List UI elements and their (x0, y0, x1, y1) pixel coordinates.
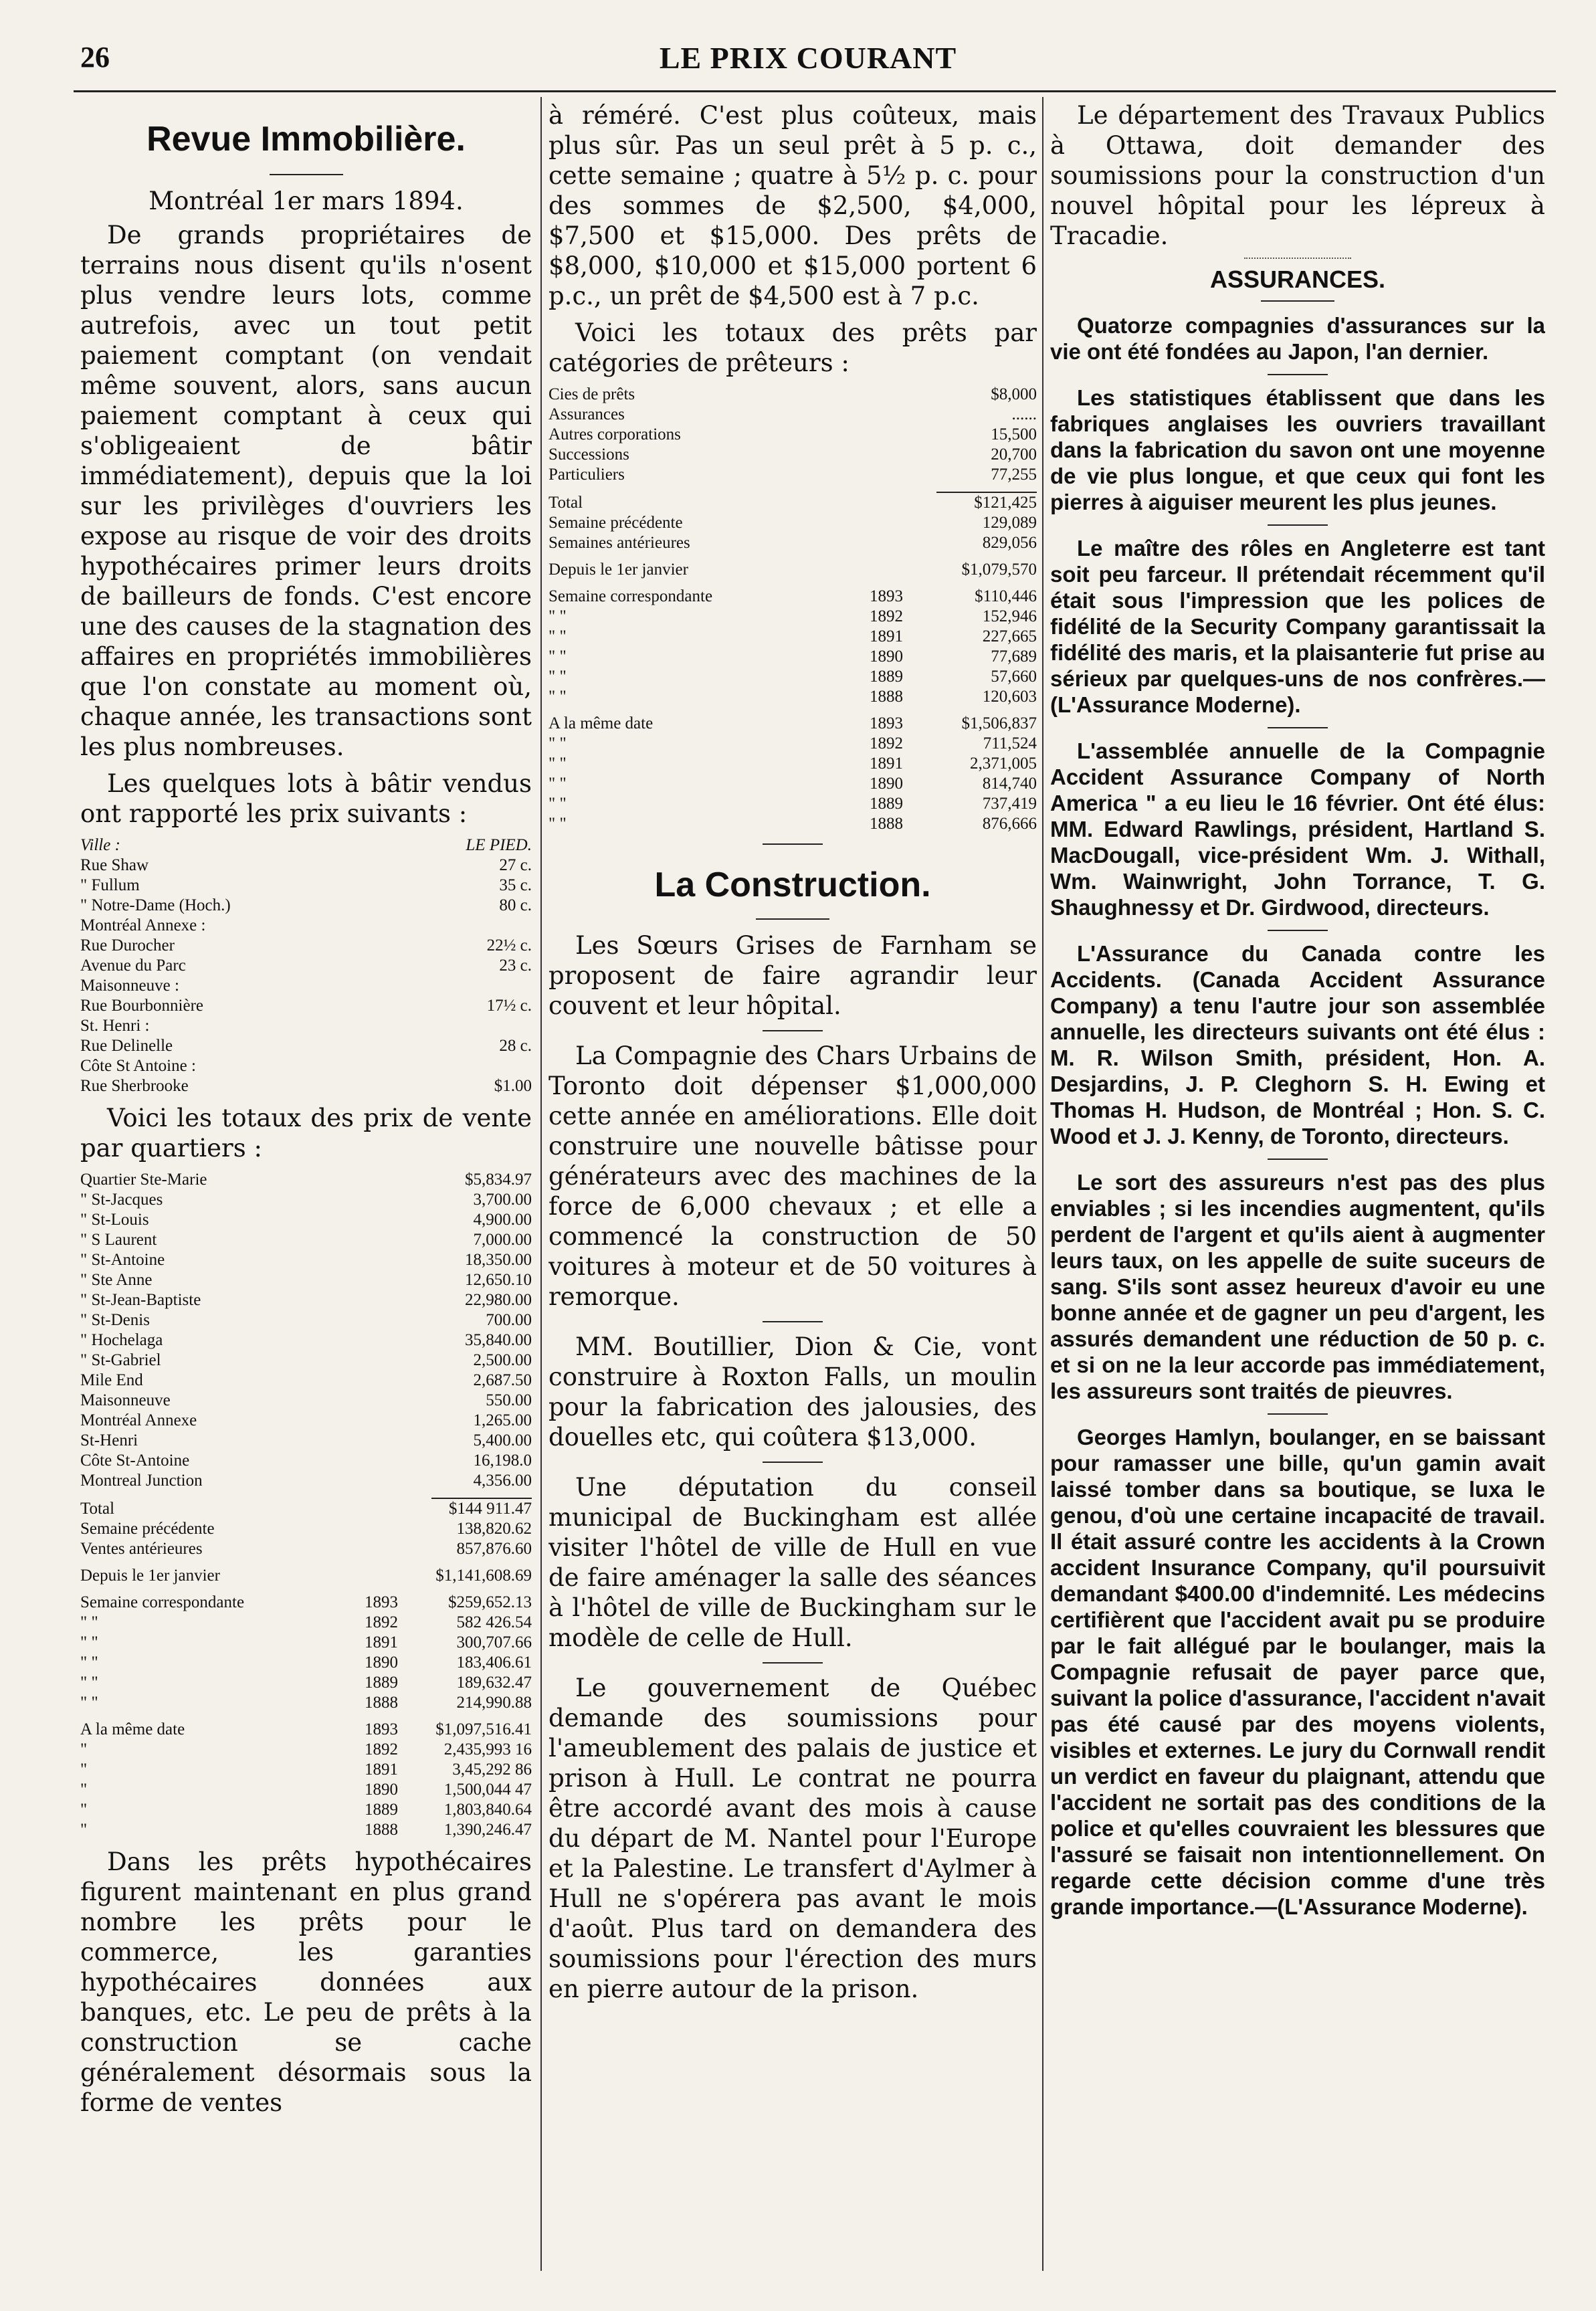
title-rule (756, 918, 829, 920)
table-row (80, 1411, 532, 1431)
lots-header-unit: LE PIED. (466, 836, 532, 854)
row-value (431, 976, 532, 996)
paragraph: Les Sœurs Grises de Farnham se proposent de faire agrandir leur couvent et leur hôpital. (548, 931, 1037, 1020)
title-rule (270, 174, 343, 175)
paragraph: La Compagnie des Chars Urbains de Toronto doit dépenser $1,000,000 cette année en améliorations. Elle doit construire une nouvelle bâtisse pour générateurs avec des machines de la force de 6,000 chevaux ; et elle a commencé la construction de 50 voitures à moteur et de 50 voitures à remorque. (548, 1041, 1037, 1311)
table-row (548, 405, 1037, 425)
column-2 (548, 100, 1037, 2271)
row-year: 1892 (870, 607, 903, 625)
row-year: 1890 (365, 1781, 398, 1799)
table-row (80, 1036, 532, 1056)
paragraph: Le gouvernement de Québec demande des soumissions pour l'ameublement des palais de justice et prison à Hull. Le contrat ne pourra être accordé avant des mois à cause du départ de M. Nantel pour l'Europe et la Palestine. Le transfert d'Aylmer à Hull ne s'opérera pas avant le mois d'août. Plus tard on demandera des soumissions pour l'érection des murs en pierre autour de la prison. (548, 1674, 1037, 2003)
row-value: 120,603 (982, 688, 1037, 706)
row-value: $8,000 (991, 385, 1037, 403)
row-label: " " (548, 607, 567, 625)
row-label: Rue Sherbrooke (80, 1077, 189, 1095)
row-label: Rue Durocher (80, 936, 175, 954)
separator (763, 1662, 823, 1664)
row-value: 1,500,044 47 (443, 1781, 532, 1799)
table-row (548, 533, 1037, 553)
table-row (548, 714, 1037, 734)
row-value: 35 c. (499, 876, 532, 894)
table-row (80, 1210, 532, 1230)
prets-totals-table (548, 492, 1037, 553)
row-year: 1891 (365, 1761, 398, 1779)
table-row (548, 627, 1037, 647)
table-row (548, 754, 1037, 774)
row-year: 1893 (365, 1720, 398, 1738)
row-value: 183,406.61 (456, 1653, 532, 1672)
table-row (548, 587, 1037, 607)
row-label: " St-Gabriel (80, 1351, 161, 1369)
row-label: Semaine précédente (80, 1520, 215, 1538)
table-row (548, 385, 1037, 405)
row-label: " St-Denis (80, 1311, 150, 1329)
row-value: $1.00 (494, 1077, 532, 1095)
row-label: Rue Shaw (80, 856, 149, 874)
row-year: 1889 (365, 1674, 398, 1692)
row-value: $1,079,570 (961, 561, 1037, 579)
paragraph: Quatorze compagnies d'assurances sur la vie ont été fondées au Japon, l'an dernier. (1050, 313, 1545, 364)
column-divider (1042, 97, 1043, 2271)
row-label: Ventes antérieures (80, 1540, 203, 1558)
row-value: $259,652.13 (448, 1593, 532, 1611)
row-label: " (80, 1821, 88, 1839)
table-row (80, 1740, 532, 1760)
row-value: 20,700 (991, 445, 1037, 464)
row-value: 16,198.0 (473, 1451, 532, 1470)
row-year: 1893 (870, 587, 903, 605)
row-value: 857,876.60 (456, 1540, 532, 1558)
row-year: 1889 (870, 795, 903, 813)
paragraph: Le maître des rôles en Angleterre est tant soit peu farceur. Il prétendait récemment qu'il était sous l'impression que les polices de fidélité de la Security Company garantissait la fidélité des maris, et la plaisanterie fut prise au sérieux par quelques-uns de nos confrères.—(L'Assurance Moderne). (1050, 536, 1545, 717)
semaine-correspondante-table (548, 587, 1037, 707)
row-year: 1893 (870, 714, 903, 732)
row-year: 1892 (365, 1740, 398, 1759)
row-value: 138,820.62 (456, 1520, 532, 1538)
table-row (80, 1800, 532, 1820)
row-value: 57,660 (991, 668, 1037, 686)
column-3 (1050, 100, 1545, 2271)
row-value: 23 c. (499, 957, 532, 975)
row-value: 2,435,993 16 (443, 1740, 532, 1759)
table-row (548, 774, 1037, 794)
table-row (80, 1056, 532, 1076)
paragraph: Le sort des assureurs n'est pas des plus enviables ; si les incendies augmentent, qu'ils perdent de l'argent et qu'ils aient à augmenter leurs taux, on les appelle de suite suceurs de sang. S'ils sont assez heureux d'avoir eu une bonne année et de gagner un peu d'argent, les assurés demandent une réduction de 50 p. c. et si on ne la leur accorde pas immédiatement, les assureurs sont traités de pieuvres. (1050, 1170, 1545, 1403)
table-row (80, 1498, 532, 1519)
table-row (80, 936, 532, 956)
row-label: Semaine correspondante (548, 587, 713, 605)
table-row (80, 1566, 532, 1586)
depuis-table (80, 1566, 532, 1586)
table-row (548, 513, 1037, 533)
row-year: 1891 (870, 755, 903, 773)
table-row (548, 445, 1037, 465)
row-value: 7,000.00 (473, 1231, 532, 1249)
section-title-assurances: ASSURANCES. (1209, 266, 1386, 293)
table-row (80, 1539, 532, 1559)
row-label: Semaine correspondante (80, 1593, 245, 1611)
row-value: 1,390,246.47 (443, 1821, 532, 1839)
table-row (80, 1170, 532, 1190)
separator (1268, 374, 1328, 375)
paragraph: Georges Hamlyn, boulanger, en se baissant pour ramasser une bille, qu'un gamin avait laissé tomber dans sa boutique, se luxa le genou, d'où une certaine incapacité de travail. Il était assuré contre les accidents à la Crown accident Insurance Company, qu'il poursuivit demandant $400.00 d'indemnité. Les médecins certifièrent que l'accident avait pu se produire par le fait allégué par le boulanger, mais la Compagnie refusait de payer parce que, suivant la police d'assurance, l'accident n'avait pas été causé par des moyens violents, visibles et externes. Le jury du Cornwall rendit un verdict en faveur du plaignant, attendu que l'accident ne sortait pas des conditions de la police et qu'elles couvraient les blessures que l'assuré se faisait non intentionnellement. On regarde cette décision comme d'une très grande importance.—(L'Assurance Moderne). (1050, 1425, 1545, 1919)
paragraph: Dans les prêts hypothécaires figurent maintenant en plus grand nombre les prêts pour le commerce, les garanties hypothécaires données aux banques, etc. Le peu de prêts à la construction se cache généralement désormais sous la forme de ventes (80, 1847, 532, 2117)
row-label: " Ste Anne (80, 1271, 153, 1289)
row-value: 22,980.00 (465, 1291, 532, 1309)
totals-table (80, 1498, 532, 1559)
row-value: 4,900.00 (473, 1211, 532, 1229)
row-label: Assurances (548, 405, 625, 423)
paragraph: MM. Boutillier, Dion & Cie, vont construire à Roxton Falls, un moulin pour la fabrication des jalousies, des douelles etc, qui coûtera $13,000. (548, 1332, 1037, 1451)
paragraph: Les statistiques établissent que dans les fabriques anglaises les ouvriers travaillant dans la fabrication du savon ont une moyenne de vie plus longue, et que ceux qui font les pierres à aiguiser meurent les plus jeunes. (1050, 385, 1545, 514)
row-label: Autres corporations (548, 425, 681, 443)
row-value: 77,689 (991, 647, 1037, 666)
row-value: 1,265.00 (473, 1411, 532, 1429)
table-row (80, 1076, 532, 1096)
row-value: $144 911.47 (431, 1498, 532, 1519)
row-label: " St-Louis (80, 1211, 149, 1229)
separator (1268, 930, 1328, 931)
lots-table (80, 835, 532, 1096)
table-row (80, 1290, 532, 1310)
separator (763, 843, 823, 845)
meme-date-table (548, 714, 1037, 834)
row-value: 550.00 (486, 1391, 532, 1409)
paragraph: Voici les totaux des prêts par catégories de prêteurs : (548, 318, 1037, 377)
row-year: 1888 (870, 815, 903, 833)
section-title-construction: La Construction. (654, 866, 931, 904)
table-row (80, 1720, 532, 1740)
row-year: 1890 (870, 775, 903, 793)
prets-table (548, 385, 1037, 485)
row-label: " " (80, 1694, 98, 1712)
row-label: Semaines antérieures (548, 534, 690, 552)
row-label: Total (548, 493, 583, 512)
row-label: " " (548, 734, 567, 752)
row-year: 1889 (870, 668, 903, 686)
row-label: " " (548, 647, 567, 666)
row-value: 17½ c. (486, 997, 532, 1015)
table-row (80, 976, 532, 996)
row-label: " Notre-Dame (Hoch.) (80, 896, 231, 914)
row-label: A la même date (80, 1720, 185, 1738)
row-label: Total (80, 1499, 115, 1518)
row-year: 1889 (365, 1801, 398, 1819)
row-label: St-Henri (80, 1431, 138, 1449)
row-value: 152,946 (982, 607, 1037, 625)
row-value: 80 c. (499, 896, 532, 914)
row-value: 2,500.00 (473, 1351, 532, 1369)
row-value: 711,524 (983, 734, 1037, 752)
table-row (80, 1371, 532, 1391)
table-row (548, 492, 1037, 513)
row-year: 1890 (365, 1653, 398, 1672)
table-row (80, 896, 532, 916)
separator (1268, 1413, 1328, 1415)
row-label: Quartier Ste-Marie (80, 1171, 207, 1189)
page-number: 26 (80, 41, 110, 74)
paragraph: De grands propriétaires de terrains nous disent qu'ils n'osent plus vendre leurs lots, comme autrefois, avec un tout petit paiement comptant (on vendait même souvent, alors, sans aucun paiement comptant à ceux qui s'obligeaient de bâtir immédiatement), depuis que la loi sur les privilèges d'ouvriers les expose au risque de voir des droits hypothécaires primer leurs droits de bailleurs de fonds. C'est encore une des causes de la stagnation des affaires en propriétés immobilières que l'on constate au moment où, chaque année, les transactions sont les plus nombreuses. (80, 221, 532, 761)
table-row (80, 1633, 532, 1653)
table-row (548, 794, 1037, 814)
row-label: Maisonneuve (80, 1391, 171, 1409)
row-value: 22½ c. (486, 936, 532, 954)
table-row (80, 1310, 532, 1330)
table-row (80, 1693, 532, 1713)
paragraph: à réméré. C'est plus coûteux, mais plus sûr. Pas un seul prêt à 5 p. c., cette semaine ; quatre à 5½ p. c. pour des sommes de $2,500, $4,000, $7,500 et $15,000. Des prêts de $8,000, $10,000 et $15,000 portent 6 p.c., un prêt de $4,500 est à 7 p.c. (548, 101, 1037, 310)
row-label: Semaine précédente (548, 514, 683, 532)
table-row (80, 876, 532, 896)
table-row (80, 1016, 532, 1036)
table-row (80, 1230, 532, 1250)
row-value: $1,506,837 (961, 714, 1037, 732)
row-label: Montréal Annexe (80, 1411, 197, 1429)
row-value: 1,803,840.64 (443, 1801, 532, 1819)
row-value: 3,45,292 86 (452, 1761, 532, 1779)
row-year: 1888 (870, 688, 903, 706)
dateline: Montréal 1er mars 1894. (148, 187, 464, 215)
table-row (548, 647, 1037, 667)
row-label: " (80, 1761, 88, 1779)
row-label: " St-Jacques (80, 1191, 163, 1209)
row-label: " " (80, 1633, 98, 1651)
row-label: " Hochelaga (80, 1331, 163, 1349)
row-value (431, 1056, 532, 1076)
row-value: $5,834.97 (465, 1171, 532, 1189)
table-row (548, 560, 1037, 580)
column-1 (80, 100, 532, 2271)
row-label: Avenue du Parc (80, 957, 186, 975)
row-label: Mile End (80, 1371, 143, 1389)
row-label: " " (548, 775, 567, 793)
section-title-revue: Revue Immobilière. (146, 120, 466, 159)
row-label: Rue Delinelle (80, 1037, 173, 1055)
row-value: 77,255 (991, 466, 1037, 484)
row-label: Depuis le 1er janvier (548, 561, 688, 579)
paragraph: Le département des Travaux Publics à Ottawa, doit demander des soumissions pour la construction d'un nouvel hôpital pour les lépreux à Tracadie. (1050, 101, 1545, 250)
row-label: " " (548, 688, 567, 706)
row-label: " " (548, 815, 567, 833)
table-row (80, 1270, 532, 1290)
table-row (80, 1613, 532, 1633)
page-header (80, 40, 1536, 80)
table-row (80, 1820, 532, 1840)
separator (763, 1321, 823, 1322)
table-row (80, 956, 532, 976)
table-row (548, 425, 1037, 445)
column-divider (540, 97, 542, 2271)
table-row (80, 1391, 532, 1411)
row-label: " (80, 1740, 88, 1759)
row-label: " St-Antoine (80, 1251, 165, 1269)
table-row (548, 667, 1037, 687)
row-label: Rue Bourbonnière (80, 997, 203, 1015)
row-label: Cies de prêts (548, 385, 635, 403)
paragraph: Les quelques lots à bâtir vendus ont rapporté les prix suivants : (80, 769, 532, 828)
table-row (548, 814, 1037, 834)
lots-header-ville: Ville : (80, 836, 120, 854)
table-row (80, 1780, 532, 1800)
table-row (80, 1330, 532, 1350)
row-label: " St-Jean-Baptiste (80, 1291, 201, 1309)
row-year: 1891 (365, 1633, 398, 1651)
row-label: " Fullum (80, 876, 140, 894)
table-row (80, 1471, 532, 1491)
semaine-correspondante-table (80, 1593, 532, 1713)
table-row (548, 687, 1037, 707)
row-year: 1893 (365, 1593, 398, 1611)
row-value: $110,446 (975, 587, 1037, 605)
row-value: 18,350.00 (465, 1251, 532, 1269)
row-value: 814,740 (982, 775, 1037, 793)
row-value: 2,371,005 (970, 755, 1037, 773)
row-value: 28 c. (499, 1037, 532, 1055)
row-value: 189,632.47 (456, 1674, 532, 1692)
row-year: 1888 (365, 1694, 398, 1712)
row-label: Montreal Junction (80, 1472, 203, 1490)
row-value: 582 426.54 (456, 1613, 532, 1631)
row-value: 300,707.66 (456, 1633, 532, 1651)
table-row (80, 1653, 532, 1673)
paragraph: L'assemblée annuelle de la Compagnie Accident Assurance Company of North America " a eu lieu le 16 février. Ont été élus: MM. Edward Rawlings, président, Hartland S. MacDougall, vice-président Wm. J. Withall, Wm. Wainwright, John Torrance, T. G. Shaughnessy et Dr. Girdwood, directeurs. (1050, 738, 1545, 920)
paragraph: Voici les totaux des prix de vente par quartiers : (80, 1104, 532, 1163)
separator (1268, 727, 1328, 728)
table-row (80, 996, 532, 1016)
row-label: " " (548, 627, 567, 645)
table-row (80, 1190, 532, 1210)
table-row (80, 1673, 532, 1693)
separator (763, 1030, 823, 1031)
row-value: 5,400.00 (473, 1431, 532, 1449)
row-year: 1890 (870, 647, 903, 666)
table-row (548, 465, 1037, 485)
row-value: 35,840.00 (465, 1331, 532, 1349)
row-label: Montréal Annexe : (80, 916, 206, 934)
row-label: A la même date (548, 714, 654, 732)
row-label: " (80, 1781, 88, 1799)
row-value: 214,990.88 (456, 1694, 532, 1712)
row-value: 129,089 (982, 514, 1037, 532)
separator (763, 1462, 823, 1463)
table-row (80, 856, 532, 876)
paragraph: Une députation du conseil municipal de Buckingham est allée visiter l'hôtel de ville de Hull en vue de faire aménager la salle des séances à l'hôtel de ville de Buckingham sur le modèle de celle de Hull. (548, 1473, 1037, 1652)
table-row (80, 1519, 532, 1539)
row-label: Côte St Antoine : (80, 1057, 196, 1075)
row-value: 27 c. (499, 856, 532, 874)
row-label: Depuis le 1er janvier (80, 1567, 220, 1585)
table-row (80, 1350, 532, 1371)
row-label: Particuliers (548, 466, 625, 484)
depuis-table (548, 560, 1037, 580)
row-value (431, 916, 532, 936)
row-label: Maisonneuve : (80, 977, 179, 995)
row-label: " " (548, 755, 567, 773)
row-label: " " (548, 795, 567, 813)
row-value: 829,056 (982, 534, 1037, 552)
row-label: Côte St-Antoine (80, 1451, 190, 1470)
row-value: $1,141,608.69 (435, 1567, 532, 1585)
row-value: 12,650.10 (465, 1271, 532, 1289)
table-row (548, 734, 1037, 754)
title-rule (1261, 300, 1334, 302)
row-label: " " (80, 1613, 98, 1631)
row-label: " " (80, 1653, 98, 1672)
row-label: " " (548, 668, 567, 686)
row-year: 1888 (365, 1821, 398, 1839)
row-value: 15,500 (991, 425, 1037, 443)
row-value: 876,666 (982, 815, 1037, 833)
table-row (80, 916, 532, 936)
quartiers-table (80, 1170, 532, 1491)
row-year: 1892 (365, 1613, 398, 1631)
row-value: $1,097,516.41 (435, 1720, 532, 1738)
journal-title: LE PRIX COURANT (659, 41, 957, 75)
row-label: Successions (548, 445, 629, 464)
table-row (80, 1250, 532, 1270)
row-year: 1891 (870, 627, 903, 645)
paragraph: L'Assurance du Canada contre les Accidents. (Canada Accident Assurance Company) a tenu l'autre jour son assemblée annuelle, les directeurs suivants ont été élus : M. R. Wilson Smith, président, Hon. A. Desjardins, J. P. Cleghorn S. H. Ewing et Thomas H. Hudson, de Montréal ; Hon. S. C. Wood et J. J. Kenny, de Toronto, directeurs. (1050, 941, 1545, 1148)
separator (1268, 524, 1328, 526)
row-label: " " (80, 1674, 98, 1692)
row-value: ...... (1011, 405, 1037, 423)
header-rule (74, 90, 1556, 92)
separator (1268, 1159, 1328, 1160)
row-value: 700.00 (486, 1311, 532, 1329)
table-row (80, 1431, 532, 1451)
row-label: " S Laurent (80, 1231, 157, 1249)
table-row (80, 1451, 532, 1471)
row-year: 1892 (870, 734, 903, 752)
row-value: 3,700.00 (473, 1191, 532, 1209)
table-row (80, 1760, 532, 1780)
row-value: 227,665 (982, 627, 1037, 645)
row-value: 737,419 (982, 795, 1037, 813)
row-label: St. Henri : (80, 1017, 150, 1035)
table-row (548, 607, 1037, 627)
row-value (431, 1016, 532, 1036)
row-label: " (80, 1801, 88, 1819)
row-value: 2,687.50 (473, 1371, 532, 1389)
row-value: 4,356.00 (473, 1472, 532, 1490)
row-value: $121,425 (936, 492, 1037, 513)
table-row (80, 1593, 532, 1613)
meme-date-table (80, 1720, 532, 1840)
dotted-separator (1244, 258, 1351, 259)
